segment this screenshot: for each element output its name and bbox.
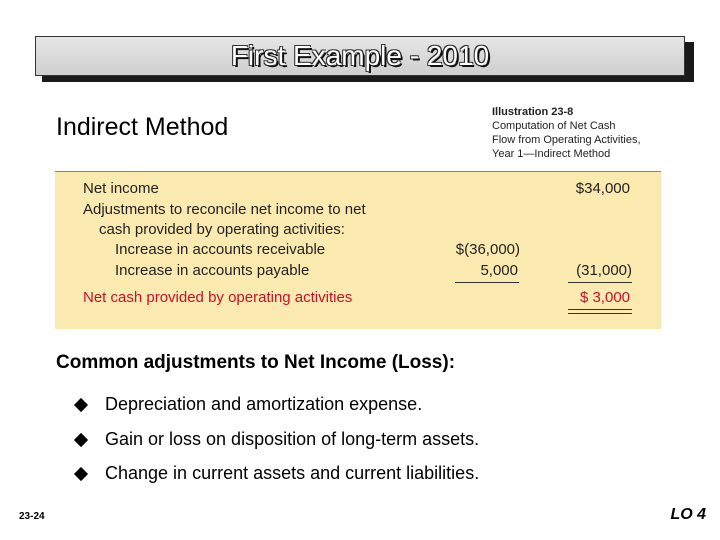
bullet-text: Depreciation and amortization expense. — [105, 394, 423, 414]
title-bar — [35, 36, 685, 76]
double-underline-bottom — [568, 313, 632, 314]
diamond-bullet-icon — [74, 433, 88, 447]
accounts-receivable-value: $(36,000) — [455, 241, 520, 258]
adjustments-label-cont: cash provided by operating activities: — [99, 221, 345, 238]
illustration-caption-line: Flow from Operating Activities, — [492, 134, 641, 146]
list-item — [76, 463, 676, 487]
slide-number: 23-24 — [19, 511, 45, 522]
net-income-label: Net income — [83, 180, 159, 197]
double-underline-top — [568, 309, 632, 310]
bullet-text: Gain or loss on disposition of long-term assets. — [105, 429, 480, 449]
total-underline — [568, 282, 632, 283]
bullet-text: Change in current assets and current liabilities. — [105, 463, 480, 483]
net-cash-label: Net cash provided by operating activities — [83, 289, 353, 306]
illustration-caption-line: Computation of Net Cash — [492, 120, 616, 132]
adjustments-label: Adjustments to reconcile net income to net — [83, 201, 366, 218]
accounts-payable-value: 5,000 — [480, 262, 518, 279]
slide-title: First Example - 2010 — [230, 40, 490, 71]
net-cash-value: $ 3,000 — [579, 289, 630, 306]
diamond-bullet-icon — [74, 467, 88, 481]
accounts-payable-label: Increase in accounts payable — [115, 262, 310, 279]
section-heading: Common adjustments to Net Income (Loss): — [56, 352, 456, 373]
subtotal-underline — [455, 282, 519, 283]
list-item — [76, 429, 676, 453]
subtitle: Indirect Method — [56, 113, 229, 141]
illustration-label: Illustration 23-8 — [492, 106, 574, 118]
illustration-caption — [492, 105, 692, 161]
adjustments-total: (31,000) — [576, 262, 632, 279]
learning-objective: LO 4 — [670, 506, 706, 523]
cash-flow-statement — [55, 171, 661, 329]
illustration-caption-line: Year 1—Indirect Method — [492, 148, 611, 160]
diamond-bullet-icon — [74, 398, 88, 412]
list-item — [76, 394, 676, 418]
net-income-value: $34,000 — [575, 180, 630, 197]
accounts-receivable-label: Increase in accounts receivable — [115, 241, 326, 258]
